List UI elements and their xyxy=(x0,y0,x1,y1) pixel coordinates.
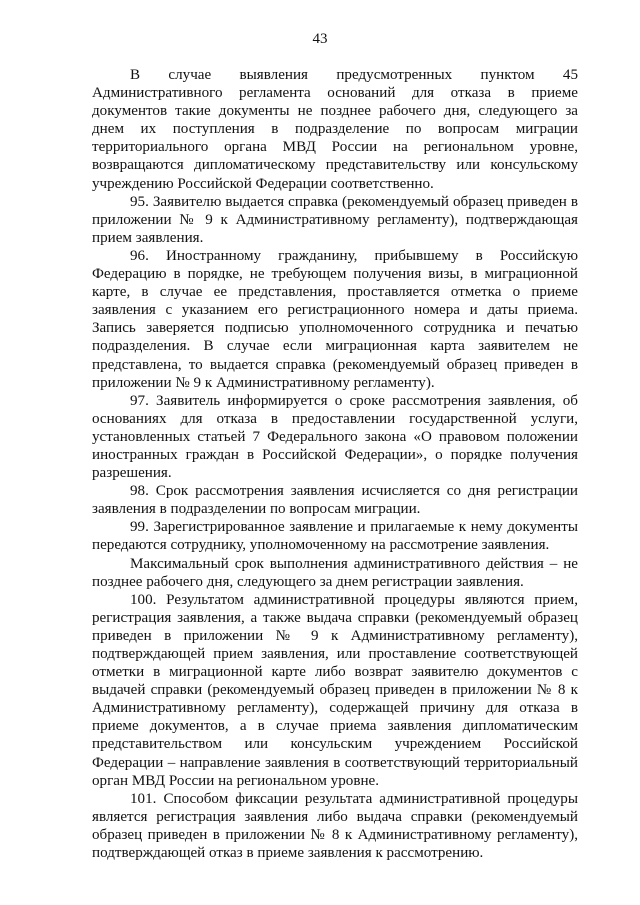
paragraph-95: 95. Заявителю выдается справка (рекомендуемый образец приведен в приложении № 9 к Административному регламенту), подтверждающая прием заявления. xyxy=(92,193,578,246)
paragraph-97: 97. Заявитель информируется о сроке рассмотрения заявления, об основаниях для отказа в предоставлении государственной услуги, установленных статьей 7 Федерального закона «О правовом положении иностранных граждан в Российской Федерации», о порядке получения разрешения. xyxy=(92,392,578,482)
paragraph-intro: В случае выявления предусмотренных пунктом 45 Административного регламента оснований для отказа в приеме документов такие документы не позднее рабочего дня, следующего за днем их поступления в подразделение по вопросам миграции территориального органа МВД России на региональном уровне, возвращаются дипломатическому представительству или консульскому учреждению Российской Федерации соответственно. xyxy=(92,67,578,192)
paragraph-100: 100. Результатом административной процедуры являются прием, регистрация заявления, а также выдача справки (рекомендуемый образец приведен в приложении № 9 к Административному регламенту), подтверждающей прием заявления, или проставление соответствующей отметки в миграционной карте либо возврат заявителю документов с выдачей справки (рекомендуемый образец приведен в приложении № 8 к Административному регламенту), содержащей причину для отказа в приеме документов, а в случае приема заявления дипломатическим представительством или консульским учреждением Российской Федерации – направление заявления в соответствующий территориальный орган МВД России на региональном уровне. xyxy=(92,591,578,789)
paragraph-max-term: Максимальный срок выполнения административного действия – не позднее рабочего дня, следующего за днем регистрации заявления. xyxy=(92,555,578,590)
page-number: 43 xyxy=(312,31,328,47)
paragraph-96: 96. Иностранному гражданину, прибывшему в Российскую Федерацию в порядке, не требующем получения визы, в миграционной карте, в случае ее представления, проставляется отметка о приеме заявления с указанием его регистрационного номера и даты приема. Запись заверяется подписью уполномоченного сотрудника и печатью подразделения. В случае если миграционная карта заявителем не представлена, то выдается справка (рекомендуемый образец приведен в приложении № 9 к Административному регламенту). xyxy=(92,247,578,391)
paragraph-98: 98. Срок рассмотрения заявления исчисляется со дня регистрации заявления в подразделении по вопросам миграции. xyxy=(92,483,578,518)
document-body xyxy=(92,66,578,862)
paragraph-99: 99. Зарегистрированное заявление и прилагаемые к нему документы передаются сотруднику, уполномоченному на рассмотрение заявления. xyxy=(92,519,578,554)
paragraph-101: 101. Способом фиксации результата административной процедуры является регистрация заявления либо выдача справки (рекомендуемый образец приведен в приложении № 8 к Административному регламенту), подтверждающей отказ в приеме заявления к рассмотрению. xyxy=(92,790,578,862)
